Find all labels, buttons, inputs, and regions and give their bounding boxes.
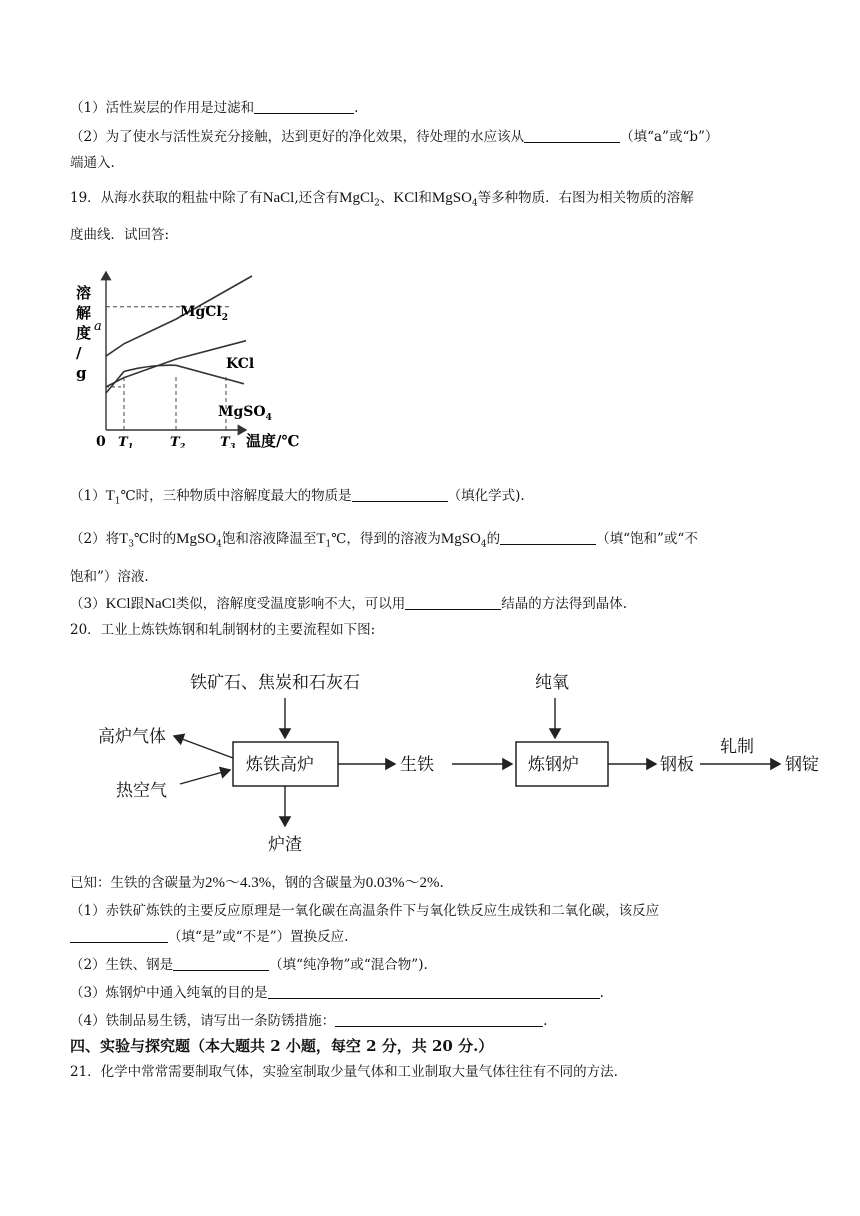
q19-part2-cont: 饱和”）溶液.	[70, 569, 149, 585]
q18-part1: （1）活性炭层的作用是过滤和 .	[70, 100, 359, 116]
slag-label: 炉渣	[268, 835, 302, 855]
y-axis-label: 溶解度/ g	[76, 284, 92, 382]
q19-part1: $(1)T_1℃$时，三种物质中溶解度最大的物质是 （填化学式).	[70, 488, 525, 507]
q19-part3: （3）KCl跟NaCl类似，溶解度受温度影响不大，可以用 结晶的方法得到晶体.	[70, 596, 628, 612]
steelmaking-furnace: 炼钢炉	[528, 755, 579, 775]
answer-blank[interactable]	[500, 530, 596, 545]
pig-iron-label: 生铁	[400, 755, 434, 775]
q19-intro-cont: 度曲线．试回答:	[70, 227, 170, 243]
answer-blank[interactable]	[352, 487, 448, 502]
q20-part4: （4）铁制品易生锈，请写出一条防锈措施： .	[70, 1013, 548, 1029]
ironmaking-furnace: 炼铁高炉	[246, 755, 314, 775]
y-mark-a: a	[94, 319, 102, 334]
x-tick-T1: $T_1$	[118, 435, 134, 448]
series-label-MgSO4: MgSO$_4$	[218, 404, 272, 423]
steel-flow-diagram	[80, 658, 850, 858]
answer-blank[interactable]	[268, 984, 600, 999]
series-label-MgCl2: MgCl$_2$	[180, 304, 229, 323]
q20-part2: （2）生铁、钢是 （填“纯净物”或“混合物”).	[70, 957, 428, 973]
x-tick-T2: $T_2$	[170, 435, 186, 448]
series-label-KCl: KCl	[226, 356, 255, 372]
q21-text: 21．化学中常常需要制取气体，实验室制取少量气体和工业制取大量气体往往有不同的方法.	[70, 1064, 618, 1080]
answer-blank[interactable]	[405, 595, 501, 610]
roll-label: 轧制	[720, 737, 754, 757]
x-axis-label: 温度/℃	[246, 432, 300, 448]
plate-label: 钢板	[660, 755, 694, 775]
q18-part2: （2）为了使水与活性炭充分接触，达到更好的净化效果，待处理的水应该从 （填“a”或“b”）	[70, 129, 719, 145]
answer-blank[interactable]	[70, 928, 168, 943]
ingot-label: 钢锭	[785, 755, 819, 775]
answer-blank[interactable]	[254, 99, 354, 114]
answer-blank[interactable]	[173, 956, 269, 971]
answer-blank[interactable]	[524, 128, 620, 143]
q20-part1: （1）赤铁矿炼铁的主要反应原理是一氧化碳在高温条件下与氧化铁反应生成铁和二氧化碳，该反应	[70, 903, 660, 919]
q20-part3: （3）炼钢炉中通入纯氧的目的是 .	[70, 985, 604, 1001]
q20-part1-cont: （填“是”或“不是”）置换反应.	[70, 927, 348, 947]
section-heading: 四、实验与探究题（本大题共 2 小题，每空 2 分，共 20 分.）	[70, 1037, 494, 1055]
q20-known: 已知：生铁的含碳量为2%～4.3%，钢的含碳量为0.03%～2%.	[70, 875, 444, 891]
arrow-hot-air	[180, 770, 230, 784]
q20-intro: 20．工业上炼铁炼钢和轧制钢材的主要流程如下图:	[70, 622, 376, 638]
answer-blank[interactable]	[335, 1012, 543, 1027]
solubility-chart	[68, 268, 308, 448]
input-top-label: 铁矿石、焦炭和石灰石	[190, 673, 360, 693]
curve-MgSO4	[106, 365, 244, 393]
q19-intro: 19．从海水获取的粗盐中除了有NaCl,还含有MgCl$_2$、KCl和MgSO$_4$等多种物质．右图为相关物质的溶解	[70, 190, 694, 209]
arrow-gas-out	[174, 736, 233, 758]
q18-part2-cont: 端通入.	[70, 155, 115, 171]
q19-part2: （2）将$T_3℃$时的MgSO$_4$饱和溶液降温至$T_1℃$，得到的溶液为MgSO$_4$的 （填“饱和”或“不	[70, 531, 698, 550]
gas-out-label: 高炉气体	[98, 727, 166, 747]
oxygen-label: 纯氧	[535, 673, 569, 693]
hot-air-label: 热空气	[116, 781, 167, 801]
origin-label: 0	[96, 434, 106, 448]
x-tick-T3: $T_3$	[220, 435, 236, 448]
